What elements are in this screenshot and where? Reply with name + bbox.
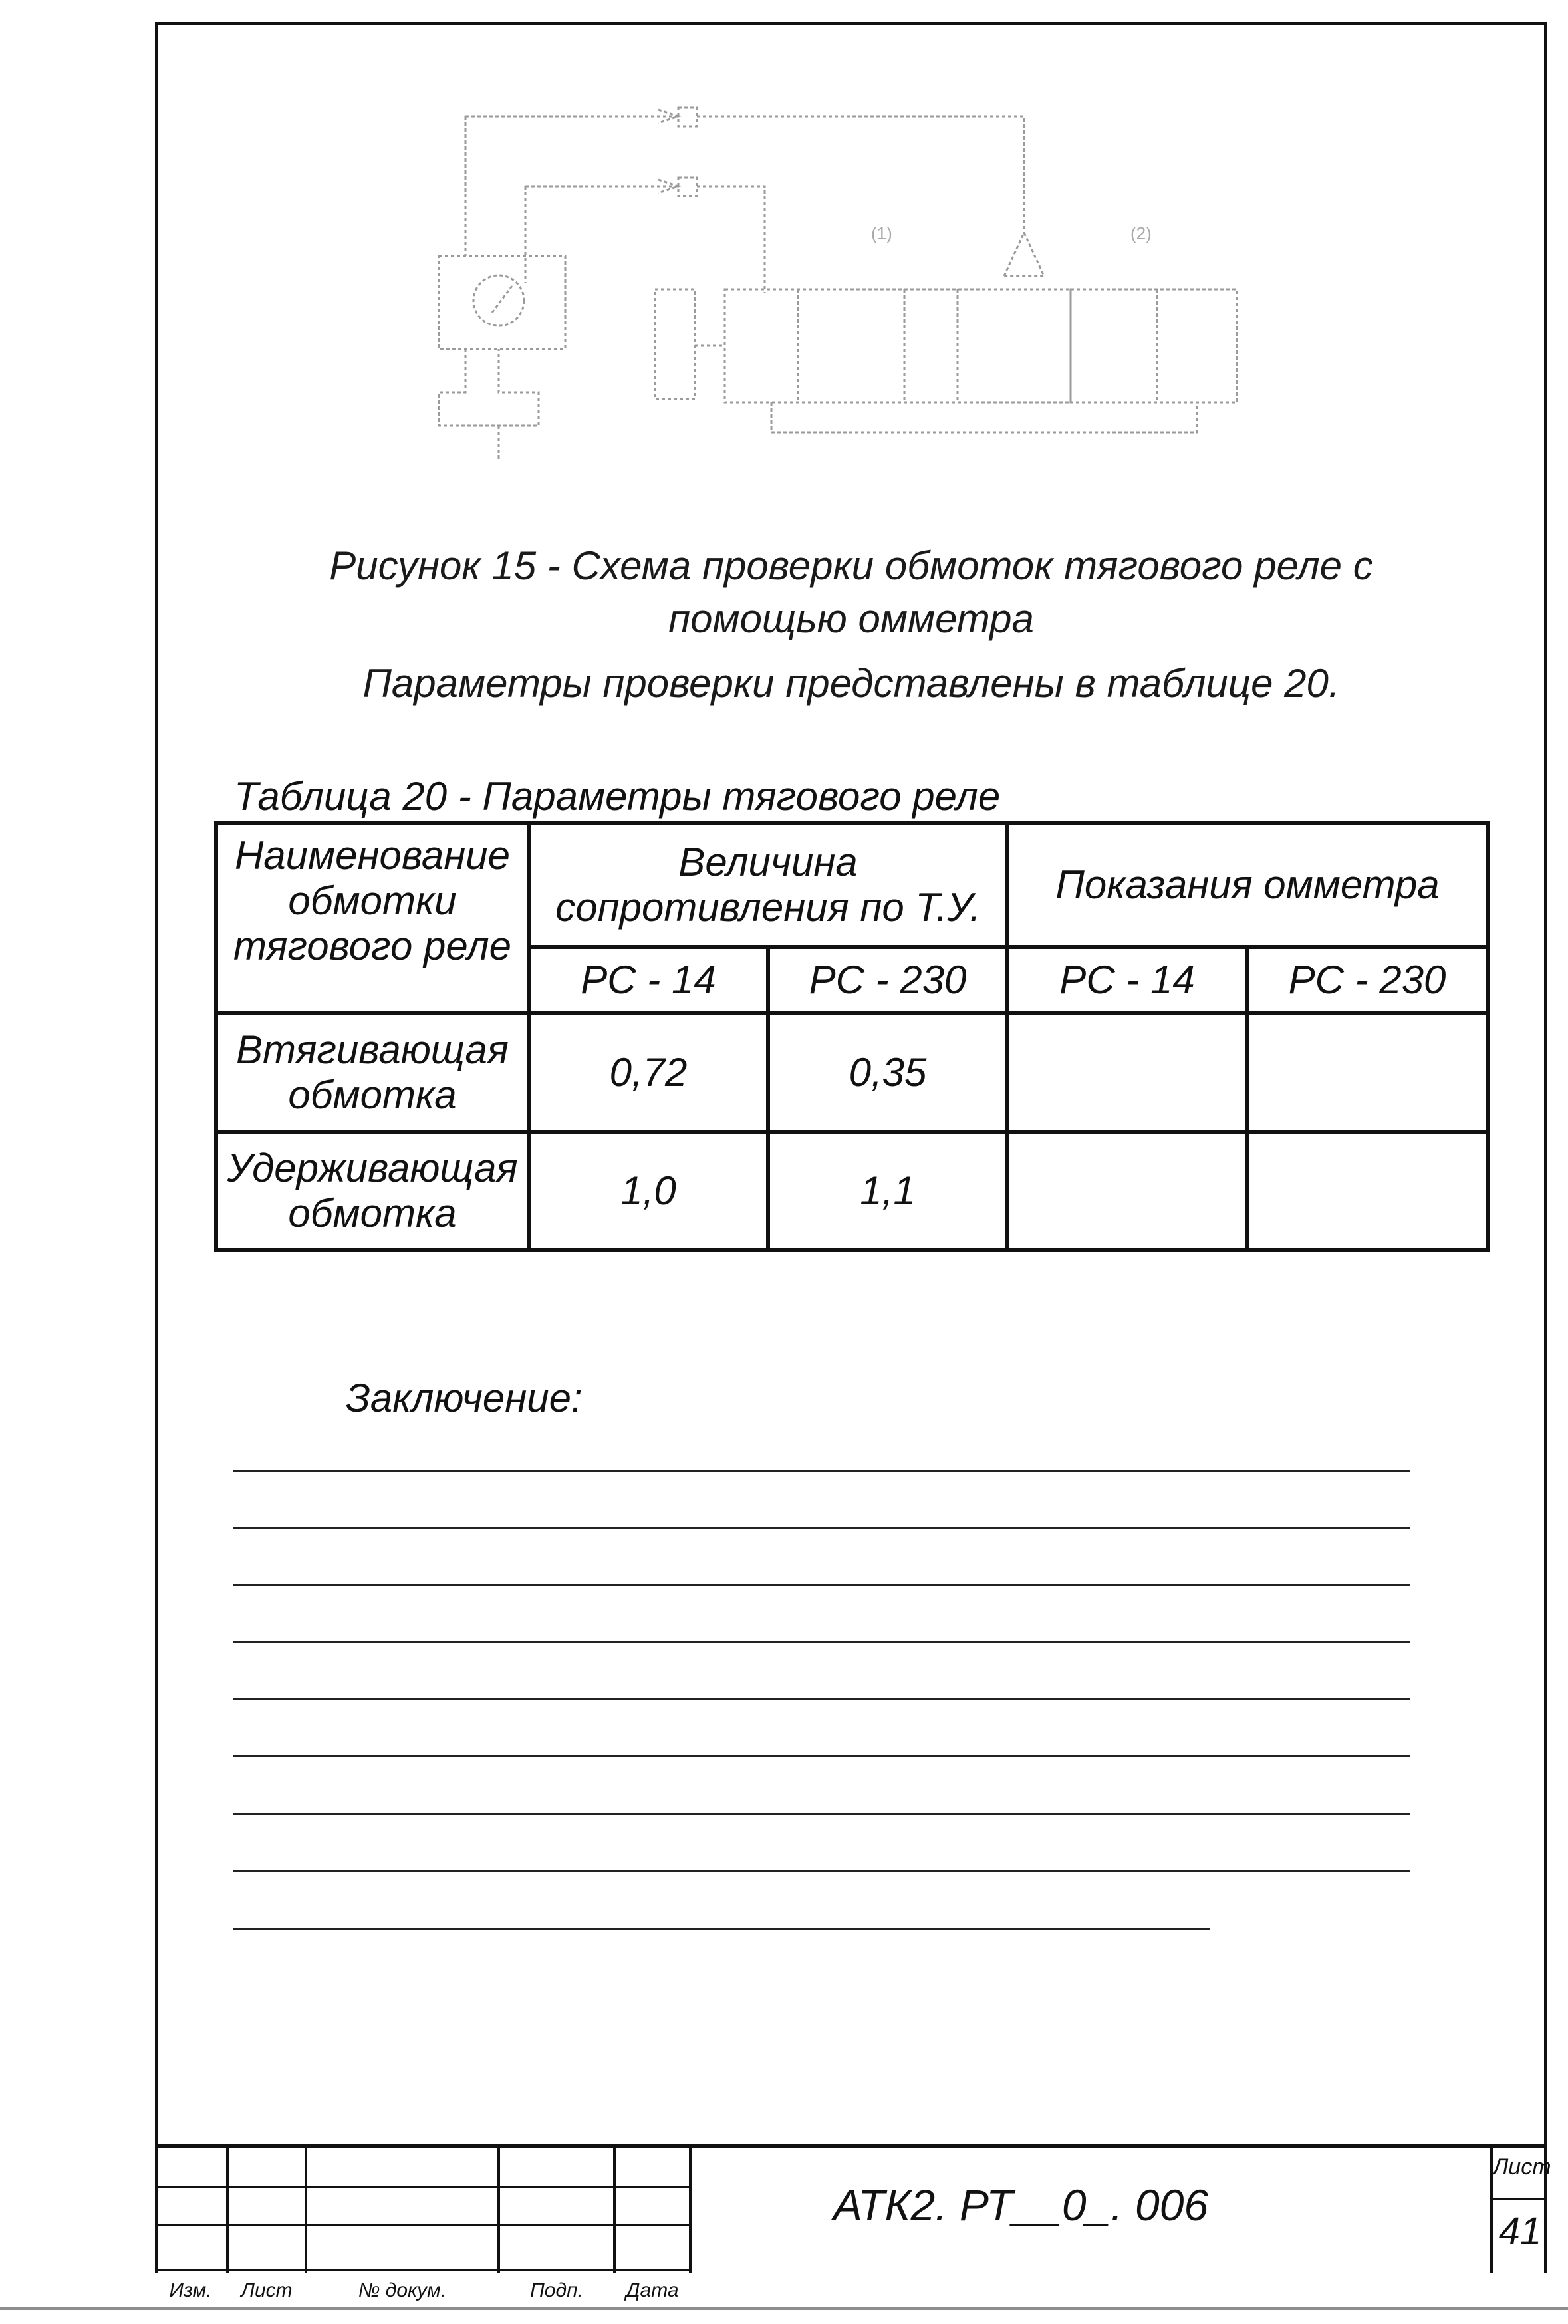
row-pull-in-winding-name: Втягивающая обмотка (216, 1013, 529, 1132)
conclusion-label: Заключение: (346, 1376, 583, 1420)
label-sheet: Лист (241, 2279, 293, 2301)
row-hold-rc14-reading (1007, 1132, 1247, 1250)
row-pull-in-rc230-nominal: 0,35 (768, 1013, 1007, 1132)
writing-line[interactable] (233, 1527, 1410, 1529)
svg-text:(1): (1) (871, 223, 892, 243)
figure-caption-line1: Рисунок 15 - Схема проверки обмоток тягового реле с (329, 543, 1373, 588)
header-ohmmeter-readings: Показания омметра (1007, 823, 1488, 947)
label-doc-number: № докум. (358, 2279, 447, 2301)
figure-note: Параметры проверки представлены в таблице 20. (362, 661, 1340, 706)
label-revision: Изм. (169, 2279, 212, 2301)
writing-line[interactable] (233, 1755, 1410, 1757)
row-pull-in-rc14-reading (1007, 1013, 1247, 1132)
writing-line[interactable] (233, 1641, 1410, 1643)
row-hold-winding-name: Удерживающая обмотка (216, 1132, 529, 1250)
writing-line[interactable] (233, 1870, 1410, 1872)
row-hold-rc230-reading (1247, 1132, 1488, 1250)
header-nominal-resistance: Величина сопротивления по Т.У. (529, 823, 1007, 947)
subheader-reading-rc14: PC - 14 (1007, 947, 1247, 1013)
writing-line[interactable] (233, 1813, 1410, 1815)
row-pull-in-rc14-nominal: 0,72 (529, 1013, 768, 1132)
label-signature: Подп. (530, 2279, 583, 2301)
subheader-reading-rc230: PC - 230 (1247, 947, 1488, 1013)
figure-caption-line2: помощью омметра (668, 596, 1034, 641)
subheader-nominal-rc14: PC - 14 (529, 947, 768, 1013)
scan-edge-line (0, 2307, 1568, 2310)
sheet-label: Лист (1493, 2154, 1551, 2180)
relay-parameters-table (214, 821, 1490, 1252)
sheet-number: 41 (1498, 2210, 1542, 2253)
ohmmeter-test-schematic (426, 100, 1270, 459)
writing-line[interactable] (233, 1584, 1410, 1586)
label-date: Дата (626, 2279, 679, 2301)
row-hold-rc230-nominal: 1,1 (768, 1132, 1007, 1250)
writing-line[interactable] (233, 1928, 1210, 1930)
row-pull-in-rc230-reading (1247, 1013, 1488, 1132)
document-number: АТК2. РТ__0_. 006 (833, 2180, 1209, 2230)
table-caption: Таблица 20 - Параметры тягового реле (234, 774, 1001, 819)
header-winding-name: Наименование обмотки тягового реле (216, 823, 529, 1013)
subheader-nominal-rc230: PC - 230 (768, 947, 1007, 1013)
writing-line[interactable] (233, 1698, 1410, 1700)
row-hold-rc14-nominal: 1,0 (529, 1132, 768, 1250)
svg-text:(2): (2) (1130, 223, 1152, 243)
writing-line[interactable] (233, 1470, 1410, 1472)
